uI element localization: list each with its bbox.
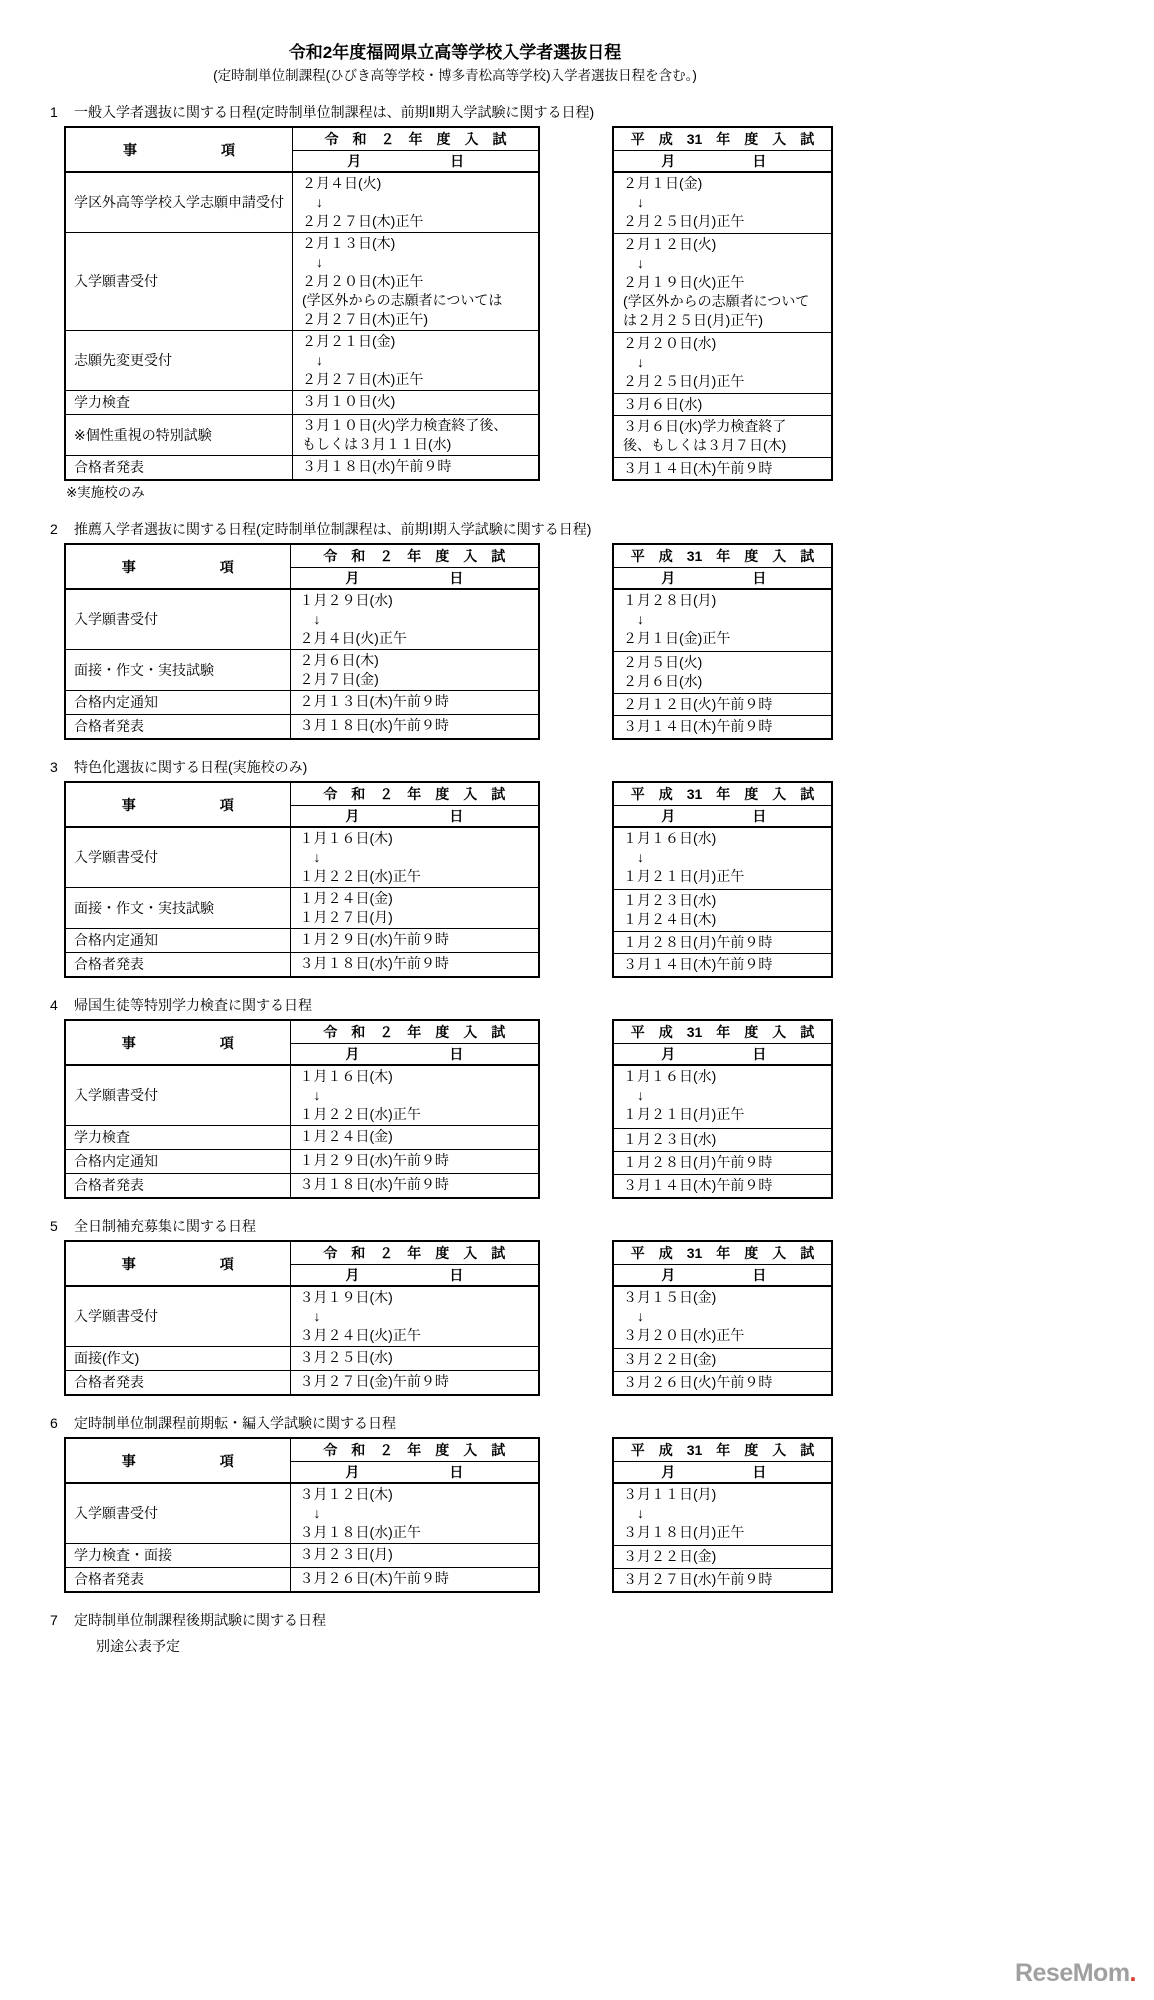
table-row xyxy=(65,1065,539,1126)
day-label: 日 xyxy=(752,1464,767,1480)
section-body-text: 別途公表予定 xyxy=(96,1638,180,1654)
section-title: 定時制単位制課程後期試験に関する日程 xyxy=(74,1612,326,1628)
logo-dot: . xyxy=(1129,1959,1136,1987)
header-month-day xyxy=(293,151,540,173)
item-cell: 学力検査・面接 xyxy=(65,1544,290,1568)
table-row xyxy=(613,333,832,394)
schedule-table-reiwa2 xyxy=(64,1437,540,1593)
date-cell: ３月２７日(金)午前９時 xyxy=(290,1371,539,1396)
section-heading xyxy=(40,520,870,539)
table-row xyxy=(613,1546,832,1569)
table-row xyxy=(65,650,539,691)
table-row xyxy=(65,929,539,953)
day-label: 日 xyxy=(449,570,464,586)
table-row xyxy=(613,1174,832,1198)
item-cell: 合格者発表 xyxy=(65,1371,290,1396)
page-subtitle: (定時制単位制課程(ひびき高等学校・博多青松高等学校)入学者選抜日程を含む。) xyxy=(213,68,697,83)
item-cell: 入学願書受付 xyxy=(65,827,290,888)
date-cell: ２月１２日(火) ↓ ２月１９日(火)正午 (学区外からの志願者について は２月２５日(月)正午) xyxy=(613,233,832,332)
section-heading xyxy=(40,103,870,122)
item-cell: 合格者発表 xyxy=(65,1174,290,1199)
table-row xyxy=(65,1174,539,1199)
tables-row xyxy=(64,1019,870,1199)
date-cell: ２月２１日(金) ↓ ２月２７日(木)正午 xyxy=(293,331,540,391)
day-label: 日 xyxy=(752,1046,767,1062)
item-cell: 合格内定通知 xyxy=(65,929,290,953)
month-label: 月 xyxy=(345,1046,360,1062)
schedule-table-heisei31 xyxy=(612,1019,833,1199)
header-month-day xyxy=(613,1265,832,1287)
date-cell: １月２９日(水)午前９時 xyxy=(290,1150,539,1174)
date-cell: ２月１３日(木)午前９時 xyxy=(290,691,539,715)
date-cell: ３月１４日(木)午前９時 xyxy=(613,1174,832,1198)
date-cell: ３月１８日(水)午前９時 xyxy=(290,715,539,740)
date-cell: １月１６日(水) ↓ １月２１日(月)正午 xyxy=(613,827,832,889)
date-cell: １月２４日(金) xyxy=(290,1126,539,1150)
date-cell: ３月２６日(木)午前９時 xyxy=(290,1568,539,1593)
date-cell: ３月２２日(金) xyxy=(613,1546,832,1569)
date-cell: １月１６日(木) ↓ １月２２日(水)正午 xyxy=(290,1065,539,1126)
logo-text: ReseMom xyxy=(1014,1959,1130,1987)
schedule-table-heisei31 xyxy=(612,781,833,978)
month-label: 月 xyxy=(661,1046,676,1062)
table-row xyxy=(65,1347,539,1371)
table-row xyxy=(613,1483,832,1546)
table-row xyxy=(613,651,832,693)
header-heisei31-year: 平 成 31 年 度 入 試 xyxy=(613,127,832,151)
header-heisei31-year: 平 成 31 年 度 入 試 xyxy=(613,1020,832,1044)
item-cell: 合格者発表 xyxy=(65,715,290,740)
item-cell: 志願先変更受付 xyxy=(65,331,293,391)
section-title: 推薦入学者選抜に関する日程(定時制単位制課程は、前期Ⅰ期入学試験に関する日程) xyxy=(74,521,592,537)
day-label: 日 xyxy=(450,153,465,169)
day-label: 日 xyxy=(449,808,464,824)
date-cell: １月１６日(水) ↓ １月２１日(月)正午 xyxy=(613,1065,832,1128)
section-title: 特色化選抜に関する日程(実施校のみ) xyxy=(74,759,308,775)
table-row xyxy=(65,1371,539,1396)
item-cell: 学力検査 xyxy=(65,391,293,415)
header-item: 事 項 xyxy=(65,782,290,827)
section-heading xyxy=(40,1217,870,1236)
table-row xyxy=(613,1128,832,1151)
item-cell: 合格内定通知 xyxy=(65,691,290,715)
date-cell: ２月１２日(火)午前９時 xyxy=(613,693,832,716)
table-row xyxy=(613,716,832,739)
table-row xyxy=(613,954,832,977)
table-row xyxy=(65,1126,539,1150)
header-heisei31-year: 平 成 31 年 度 入 試 xyxy=(613,544,832,568)
schedule-table-heisei31 xyxy=(612,1240,833,1396)
section-title: 一般入学者選抜に関する日程(定時制単位制課程は、前期Ⅱ期入学試験に関する日程) xyxy=(74,104,595,120)
date-cell: ３月２５日(水) xyxy=(290,1347,539,1371)
header-month-day xyxy=(290,1462,539,1484)
table-row xyxy=(65,1286,539,1347)
section-heading xyxy=(40,758,870,777)
table-row xyxy=(65,391,539,415)
tables-row xyxy=(64,543,870,740)
date-cell: ２月４日(火) ↓ ２月２７日(木)正午 xyxy=(293,172,540,233)
header-month-day xyxy=(290,1265,539,1287)
date-cell: ３月２７日(水)午前９時 xyxy=(613,1569,832,1592)
day-label: 日 xyxy=(449,1046,464,1062)
date-cell: ３月１５日(金) ↓ ３月２０日(水)正午 xyxy=(613,1286,832,1349)
table-row xyxy=(613,416,832,458)
date-cell: ３月２６日(火)午前９時 xyxy=(613,1372,832,1395)
header-month-day xyxy=(290,806,539,828)
table-row xyxy=(613,1065,832,1128)
date-cell: ２月２０日(水) ↓ ２月２５日(月)正午 xyxy=(613,333,832,394)
table-row xyxy=(65,1483,539,1544)
month-label: 月 xyxy=(345,1267,360,1283)
table-row xyxy=(65,691,539,715)
date-cell: １月２９日(水)午前９時 xyxy=(290,929,539,953)
table-row xyxy=(65,233,539,331)
month-label: 月 xyxy=(661,570,676,586)
header-reiwa2-year: 令 和 ２ 年 度 入 試 xyxy=(290,1241,539,1265)
date-cell: ３月１０日(火)学力検査終了後、 もしくは３月１１日(水) xyxy=(293,415,540,456)
date-cell: １月１６日(木) ↓ １月２２日(水)正午 xyxy=(290,827,539,888)
tables-row xyxy=(64,1240,870,1396)
item-cell: 面接・作文・実技試験 xyxy=(65,650,290,691)
table-row xyxy=(65,589,539,650)
day-label: 日 xyxy=(752,570,767,586)
section-1 xyxy=(40,103,870,502)
tables-row xyxy=(64,1437,870,1593)
date-cell: １月２８日(月)午前９時 xyxy=(613,1151,832,1174)
table-row xyxy=(613,233,832,332)
item-cell: 学力検査 xyxy=(65,1126,290,1150)
table-row xyxy=(613,589,832,651)
day-label: 日 xyxy=(752,1267,767,1283)
document xyxy=(40,0,870,1656)
date-cell: ３月１８日(水)午前９時 xyxy=(290,1174,539,1199)
date-cell: ３月１４日(木)午前９時 xyxy=(613,954,832,977)
date-cell: ３月６日(水) xyxy=(613,393,832,415)
date-cell: １月２８日(月)午前９時 xyxy=(613,931,832,954)
section-number: 5 xyxy=(50,1218,58,1234)
header-reiwa2-year: 令 和 ２ 年 度 入 試 xyxy=(290,544,539,568)
section-6 xyxy=(40,1414,870,1593)
item-cell: 合格者発表 xyxy=(65,456,293,481)
month-label: 月 xyxy=(661,1464,676,1480)
header-month-day xyxy=(613,151,832,173)
table-row xyxy=(613,172,832,233)
date-cell: ３月１８日(水)午前９時 xyxy=(293,456,540,481)
date-cell: ３月１９日(木) ↓ ３月２４日(火)正午 xyxy=(290,1286,539,1347)
schedule-table-reiwa2 xyxy=(64,543,540,740)
schedule-table-heisei31 xyxy=(612,126,833,481)
date-cell: １月２４日(金) １月２７日(月) xyxy=(290,888,539,929)
table-row xyxy=(613,931,832,954)
item-cell: 面接(作文) xyxy=(65,1347,290,1371)
date-cell: ３月２３日(月) xyxy=(290,1544,539,1568)
date-cell: ２月１日(金) ↓ ２月２５日(月)正午 xyxy=(613,172,832,233)
date-cell: ３月１１日(月) ↓ ３月１８日(月)正午 xyxy=(613,1483,832,1546)
section-heading xyxy=(40,1414,870,1433)
section-number: 4 xyxy=(50,997,58,1013)
item-cell: 学区外高等学校入学志願申請受付 xyxy=(65,172,293,233)
schedule-table-heisei31 xyxy=(612,543,833,740)
table-row xyxy=(65,456,539,481)
header-month-day xyxy=(613,1462,832,1484)
item-cell: 入学願書受付 xyxy=(65,233,293,331)
section-number: 2 xyxy=(50,521,58,537)
table-row xyxy=(65,827,539,888)
section-2 xyxy=(40,520,870,740)
date-cell: １月２３日(水) xyxy=(613,1128,832,1151)
page-title: 令和2年度福岡県立高等学校入学者選抜日程 xyxy=(288,43,622,62)
header-reiwa2-year: 令 和 ２ 年 度 入 試 xyxy=(290,1438,539,1462)
table-row xyxy=(65,1544,539,1568)
date-cell: ３月２２日(金) xyxy=(613,1349,832,1372)
date-cell: ３月１０日(火) xyxy=(293,391,540,415)
table-row xyxy=(65,331,539,391)
schedule-table-reiwa2 xyxy=(64,126,540,481)
schedule-table-reiwa2 xyxy=(64,1019,540,1199)
table-row xyxy=(613,1349,832,1372)
date-cell: ３月１８日(水)午前９時 xyxy=(290,953,539,978)
section-heading xyxy=(40,1611,870,1630)
table-row xyxy=(65,888,539,929)
tables-row xyxy=(64,781,870,978)
day-label: 日 xyxy=(449,1267,464,1283)
month-label: 月 xyxy=(345,570,360,586)
section-title: 全日制補充募集に関する日程 xyxy=(74,1218,256,1234)
item-cell: 合格内定通知 xyxy=(65,1150,290,1174)
header-month-day xyxy=(613,568,832,590)
month-label: 月 xyxy=(345,808,360,824)
table-row xyxy=(65,1150,539,1174)
item-cell: 入学願書受付 xyxy=(65,1065,290,1126)
item-cell: 面接・作文・実技試験 xyxy=(65,888,290,929)
table-note: ※実施校のみ xyxy=(66,485,145,500)
month-label: 月 xyxy=(345,1464,360,1480)
table-row xyxy=(65,1568,539,1593)
header-heisei31-year: 平 成 31 年 度 入 試 xyxy=(613,1241,832,1265)
table-row xyxy=(613,393,832,415)
section-3 xyxy=(40,758,870,978)
date-cell: ３月１４日(木)午前９時 xyxy=(613,457,832,480)
table-row xyxy=(65,415,539,456)
date-cell: ３月１４日(木)午前９時 xyxy=(613,716,832,739)
header-reiwa2-year: 令 和 ２ 年 度 入 試 xyxy=(290,1020,539,1044)
schedule-table-reiwa2 xyxy=(64,1240,540,1396)
month-label: 月 xyxy=(661,1267,676,1283)
date-cell: ３月１２日(木) ↓ ３月１８日(水)正午 xyxy=(290,1483,539,1544)
table-row xyxy=(613,889,832,931)
item-cell: 入学願書受付 xyxy=(65,589,290,650)
item-cell: 入学願書受付 xyxy=(65,1286,290,1347)
header-item: 事 項 xyxy=(65,1020,290,1065)
table-row xyxy=(613,827,832,889)
header-reiwa2-year: 令 和 ２ 年 度 入 試 xyxy=(293,127,540,151)
tables-row xyxy=(64,126,870,481)
header-month-day xyxy=(613,806,832,828)
table-row xyxy=(613,1286,832,1349)
header-item: 事 項 xyxy=(65,1438,290,1483)
table-row xyxy=(613,1569,832,1592)
month-label: 月 xyxy=(347,153,362,169)
section-5 xyxy=(40,1217,870,1396)
table-row xyxy=(613,1151,832,1174)
section-number: 6 xyxy=(50,1415,58,1431)
item-cell: 合格者発表 xyxy=(65,953,290,978)
section-title: 定時制単位制課程前期転・編入学試験に関する日程 xyxy=(74,1415,396,1431)
schedule-table-heisei31 xyxy=(612,1437,833,1593)
header-item: 事 項 xyxy=(65,544,290,589)
section-4 xyxy=(40,996,870,1199)
header-month-day xyxy=(613,1044,832,1066)
resemom-logo xyxy=(1015,1959,1136,1988)
section-title: 帰国生徒等特別学力検査に関する日程 xyxy=(74,997,312,1013)
header-item: 事 項 xyxy=(65,1241,290,1286)
header-heisei31-year: 平 成 31 年 度 入 試 xyxy=(613,782,832,806)
table-row xyxy=(613,1372,832,1395)
table-row xyxy=(613,693,832,716)
date-cell: ２月５日(火) ２月６日(水) xyxy=(613,651,832,693)
header-month-day xyxy=(290,568,539,590)
date-cell: ２月１３日(木) ↓ ２月２０日(木)正午 (学区外からの志願者については ２月２７日(木)正午) xyxy=(293,233,540,331)
date-cell: １月２９日(水) ↓ ２月４日(火)正午 xyxy=(290,589,539,650)
item-cell: 入学願書受付 xyxy=(65,1483,290,1544)
table-row xyxy=(65,953,539,978)
table-row xyxy=(613,457,832,480)
date-cell: １月２３日(水) １月２４日(木) xyxy=(613,889,832,931)
table-row xyxy=(65,172,539,233)
header-item: 事 項 xyxy=(65,127,293,172)
section-number: 7 xyxy=(50,1612,58,1628)
table-row xyxy=(65,715,539,740)
day-label: 日 xyxy=(449,1464,464,1480)
header-month-day xyxy=(290,1044,539,1066)
date-cell: ３月６日(水)学力検査終了 後、もしくは３月７日(木) xyxy=(613,416,832,458)
date-cell: １月２８日(月) ↓ ２月１日(金)正午 xyxy=(613,589,832,651)
section-number: 3 xyxy=(50,759,58,775)
item-cell: ※個性重視の特別試験 xyxy=(65,415,293,456)
day-label: 日 xyxy=(752,153,767,169)
item-cell: 合格者発表 xyxy=(65,1568,290,1593)
header-reiwa2-year: 令 和 ２ 年 度 入 試 xyxy=(290,782,539,806)
section-number: 1 xyxy=(50,104,58,120)
section-heading xyxy=(40,996,870,1015)
month-label: 月 xyxy=(661,808,676,824)
header-heisei31-year: 平 成 31 年 度 入 試 xyxy=(613,1438,832,1462)
month-label: 月 xyxy=(661,153,676,169)
date-cell: ２月６日(木) ２月７日(金) xyxy=(290,650,539,691)
section-7 xyxy=(40,1611,870,1656)
schedule-table-reiwa2 xyxy=(64,781,540,978)
day-label: 日 xyxy=(752,808,767,824)
